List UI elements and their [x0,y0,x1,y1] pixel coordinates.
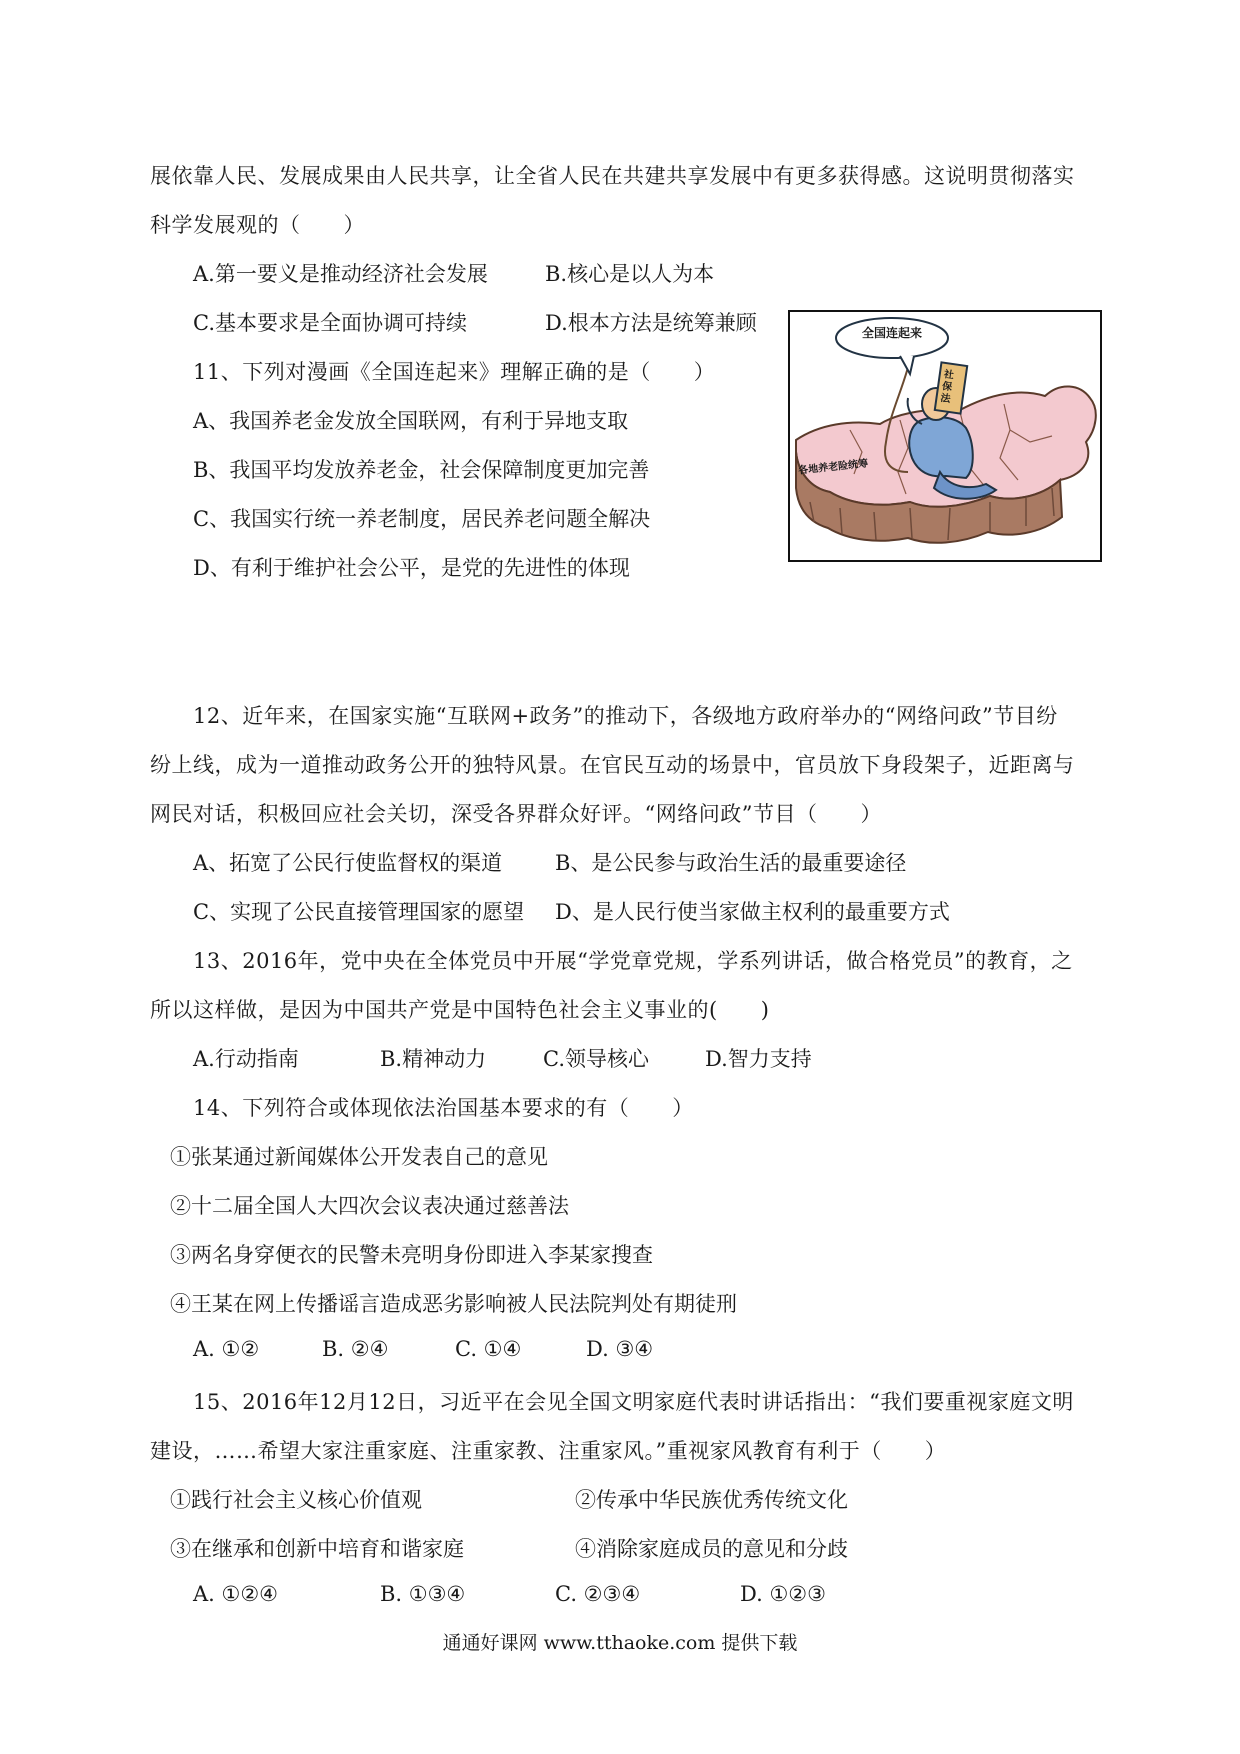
q10-option-d: D.根本方法是统筹兼顾 [545,311,757,335]
cartoon-book-label: 社保法 [939,369,955,406]
q10-option-b: B.核心是以人为本 [545,262,715,286]
q11-option-c: C、我国实行统一养老制度，居民养老问题全解决 [193,507,651,531]
q15-item-4: ④消除家庭成员的意见和分歧 [575,1537,848,1561]
q14-item-1: ①张某通过新闻媒体公开发表自己的意见 [170,1145,548,1169]
q15-item-1: ①践行社会主义核心价值观 [170,1488,422,1512]
q10-option-c: C.基本要求是全面协调可持续 [193,311,467,335]
q15-item-3: ③在继承和创新中培育和谐家庭 [170,1537,464,1561]
cartoon-map-label: 各地养老险统筹 [797,458,869,477]
q13-stem-line-1: 13、2016年，党中央在全体党员中开展“学党章党规，学系列讲话，做合格党员”的教育，之 [193,949,1073,973]
q13-stem-line-2: 所以这样做，是因为中国共产党是中国特色社会主义事业的( ) [150,998,770,1022]
q12-stem-line-2: 纷上线，成为一道推动政务公开的独特风景。在官民互动的场景中，官员放下身段架子，近距离与 [150,753,1075,777]
q13-option-b: B.精神动力 [380,1047,487,1071]
q15-item-2: ②传承中华民族优秀传统文化 [575,1488,848,1512]
q11-option-d: D、有利于维护社会公平，是党的先进性的体现 [193,556,630,580]
q13-option-c: C.领导核心 [543,1047,649,1071]
q14-item-4: ④王某在网上传播谣言造成恶劣影响被人民法院判处有期徒刑 [170,1292,737,1316]
q15-option-c: C. ②③④ [555,1582,641,1606]
q15-option-d: D. ①②③ [740,1582,826,1606]
q12-stem-line-3: 网民对话，积极回应社会关切，深受各界群众好评。“网络问政”节目（ ） [150,802,882,826]
q12-option-b: B、是公民参与政治生活的最重要途径 [555,851,907,875]
q14-stem: 14、下列符合或体现依法治国基本要求的有（ ） [193,1096,694,1120]
q12-option-a: A、拓宽了公民行使监督权的渠道 [193,851,503,875]
q11-option-b: B、我国平均发放养老金，社会保障制度更加完善 [193,458,650,482]
q12-option-d: D、是人民行使当家做主权利的最重要方式 [555,900,950,924]
cartoon-bubble-text: 全国连起来 [861,326,922,340]
q14-option-c: C. ①④ [455,1337,522,1361]
q15-option-a: A. ①②④ [193,1582,278,1606]
q10-stem-line-1: 展依靠人民、发展成果由人民共享，让全省人民在共建共享发展中有更多获得感。这说明贯彻落实 [150,164,1075,188]
q14-option-d: D. ③④ [586,1337,654,1361]
q11-stem: 11、下列对漫画《全国连起来》理解正确的是（ ） [193,360,716,384]
q14-option-a: A. ①② [193,1337,260,1361]
q11-option-a: A、我国养老金发放全国联网，有利于异地支取 [193,409,629,433]
q13-option-a: A.行动指南 [193,1047,299,1071]
q15-stem-line-1: 15、2016年12月12日，习近平在会见全国文明家庭代表时讲话指出：“我们要重视家庭文明 [193,1390,1074,1414]
q12-option-c: C、实现了公民直接管理国家的愿望 [193,900,525,924]
cartoon-drawing [790,312,1102,562]
q14-item-2: ②十二届全国人大四次会议表决通过慈善法 [170,1194,569,1218]
q10-stem-line-2: 科学发展观的（ ） [150,213,365,237]
q12-stem-line-1: 12、近年来，在国家实施“互联网+政务”的推动下，各级地方政府举办的“网络问政”节目纷 [193,704,1058,728]
q15-stem-line-2: 建设，……希望大家注重家庭、注重家教、注重家风。”重视家风教育有利于（ ） [150,1439,947,1463]
q10-option-a: A.第一要义是推动经济社会发展 [193,262,488,286]
q14-item-3: ③两名身穿便衣的民警未亮明身份即进入李某家搜查 [170,1243,653,1267]
cartoon-image [788,310,1102,562]
q13-option-d: D.智力支持 [705,1047,812,1071]
page-footer: 通通好课网 www.tthaoke.com 提供下载 [442,1632,798,1654]
q15-option-b: B. ①③④ [380,1582,466,1606]
q14-option-b: B. ②④ [322,1337,389,1361]
